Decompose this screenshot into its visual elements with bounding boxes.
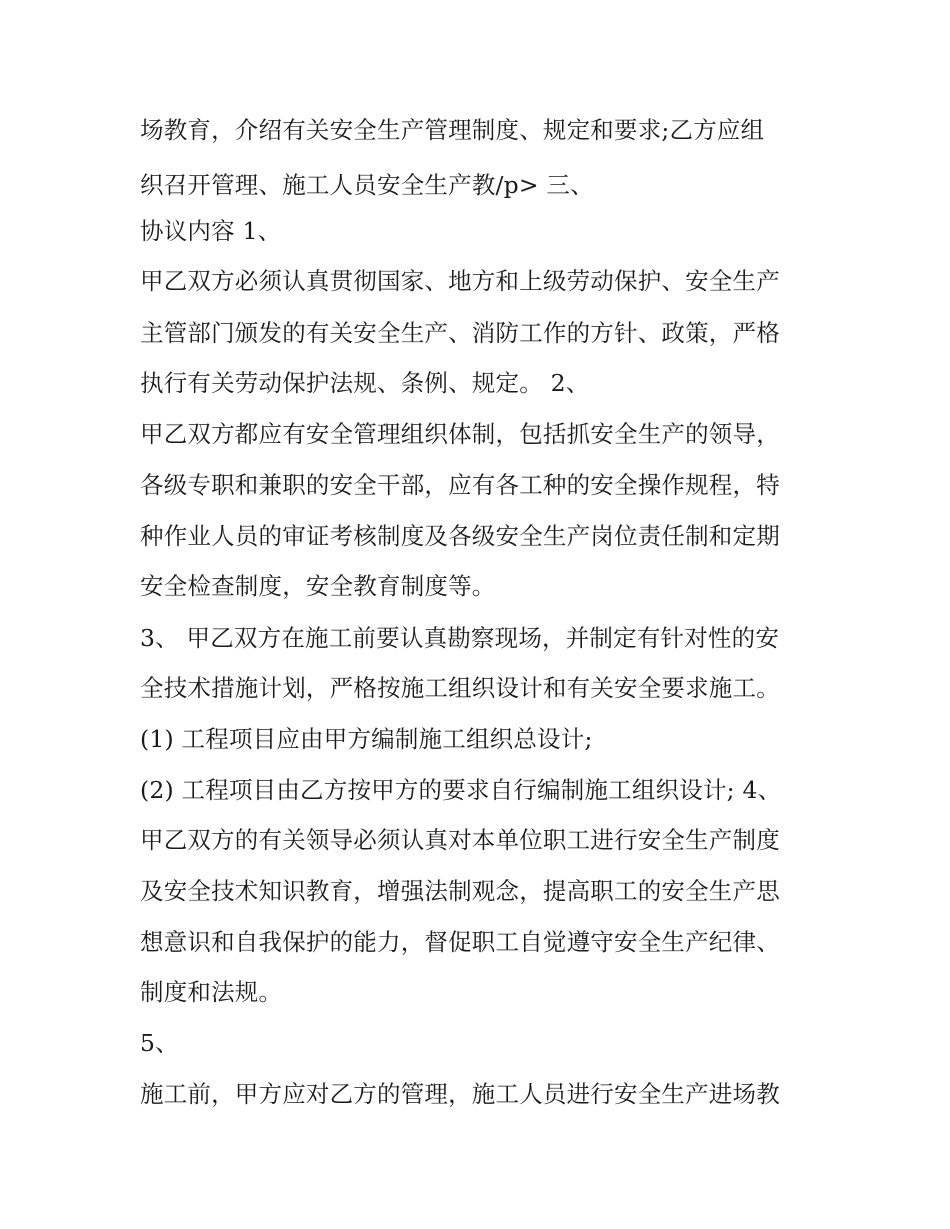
text-line: 甲乙双方都应有安全管理组织体制，包括抓安全生产的领导，: [140, 420, 780, 448]
text-line: 执行有关劳动保护法规、条例、规定。 2、: [140, 369, 590, 397]
text-line: 想意识和自我保护的能力，督促职工自觉遵守安全生产纪律、: [140, 928, 780, 956]
text-line: 种作业人员的审证考核制度及各级安全生产岗位责任制和定期: [140, 522, 780, 550]
text-line: 施工前，甲方应对乙方的管理，施工人员进行安全生产进场教: [140, 1080, 780, 1108]
text-line: 各级专职和兼职的安全干部，应有各工种的安全操作规程，特: [140, 471, 780, 499]
text-line: 甲乙双方的有关领导必须认真对本单位职工进行安全生产制度: [140, 826, 780, 854]
text-line: 协议内容 1、: [140, 217, 282, 245]
text-line: 场教育，介绍有关安全生产管理制度、规定和要求;乙方应组: [140, 116, 765, 144]
text-line: 主管部门颁发的有关安全生产、消防工作的方针、政策，严格: [140, 319, 780, 347]
text-line: (2) 工程项目由乙方按甲方的要求自行编制施工组织设计; 4、: [140, 776, 782, 804]
text-line: 织召开管理、施工人员安全生产教/p> 三、: [140, 171, 594, 199]
text-line: 安全检查制度，安全教育制度等。: [140, 572, 496, 600]
text-line: 甲乙双方必须认真贯彻国家、地方和上级劳动保护、安全生产: [140, 267, 780, 295]
text-line: 3、 甲乙双方在施工前要认真勘察现场，并制定有针对性的安: [140, 624, 780, 652]
text-line: 制度和法规。: [140, 978, 283, 1006]
text-line: 5、: [140, 1029, 179, 1057]
text-line: (1) 工程项目应由甲方编制施工组织总设计;: [140, 725, 593, 753]
text-line: 全技术措施计划，严格按施工组织设计和有关安全要求施工。: [140, 674, 780, 702]
text-line: 及安全技术知识教育，增强法制观念，提高职工的安全生产思: [140, 877, 780, 905]
